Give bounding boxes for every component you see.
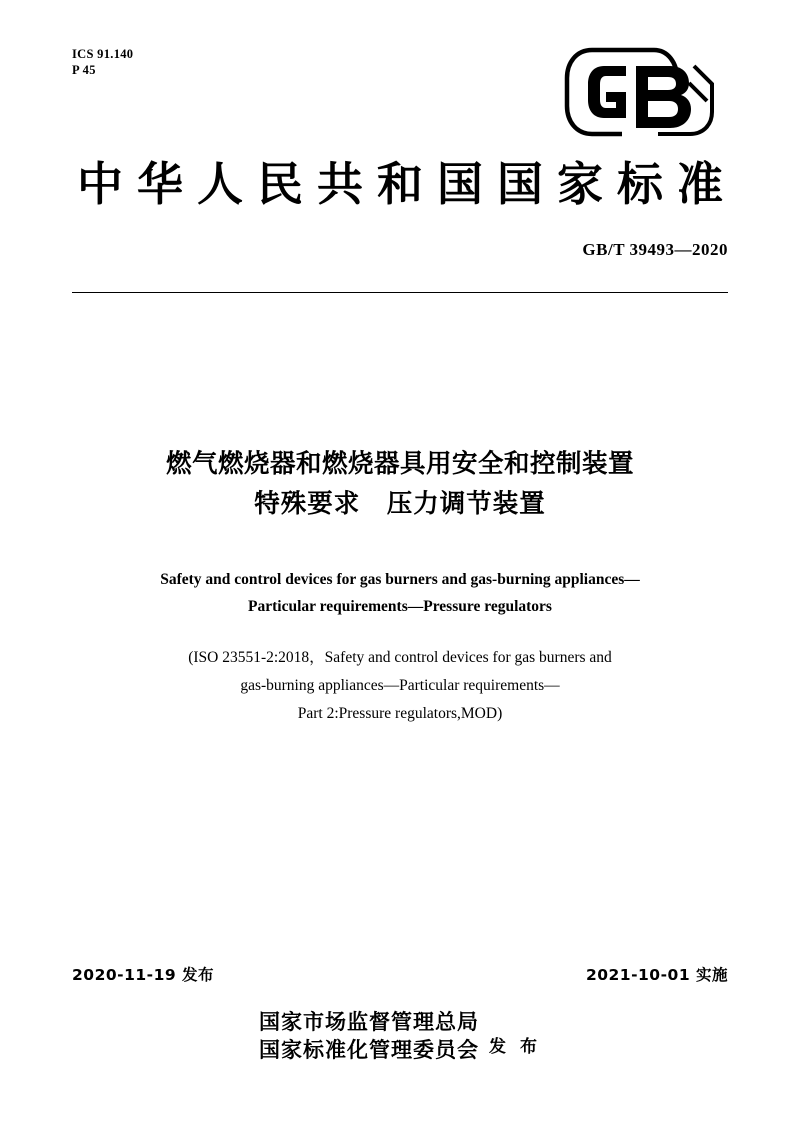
issuer-names <box>259 1008 479 1064</box>
header-divider <box>72 292 728 293</box>
issuer-line-2: 国家标准化管理委员会 <box>259 1038 480 1062</box>
document-title-cn-line1: 燃气燃烧器和燃烧器具用安全和控制装置 <box>165 449 634 479</box>
issue-verb: 发 布 <box>489 1036 541 1057</box>
issue-date: 2020-11-19 发布 <box>72 966 215 984</box>
national-standard-title: 中华人民共和国国家标准 <box>77 157 737 211</box>
document-title-cn-line2: 特殊要求 压力调节装置 <box>254 489 546 519</box>
iso-note-line2: gas-burning appliances—Particular requirements— <box>240 677 560 694</box>
iso-note-line1: (ISO 23551-2:2018，Safety and control devices for gas burners and <box>188 649 612 666</box>
gb-logo-icon <box>562 44 732 140</box>
ics-code: ICS 91.140 <box>72 47 134 61</box>
document-title-en-line2: Particular requirements—Pressure regulators <box>248 598 552 615</box>
iso-adoption-note <box>100 644 700 728</box>
standard-number: GB/T 39493—2020 <box>582 240 728 259</box>
iso-note-line3: Part 2:Pressure regulators,MOD) <box>297 705 503 722</box>
issuer-section <box>0 1008 800 1064</box>
classification-code: P 45 <box>72 63 96 77</box>
ics-block <box>72 46 133 78</box>
document-title-en <box>0 566 800 620</box>
issuer-line-1: 国家市场监督管理总局 <box>259 1010 480 1034</box>
document-title-en-line1: Safety and control devices for gas burners and gas-burning appliances— <box>160 571 640 588</box>
document-title-cn <box>0 444 800 524</box>
implementation-date: 2021-10-01 实施 <box>585 966 728 984</box>
